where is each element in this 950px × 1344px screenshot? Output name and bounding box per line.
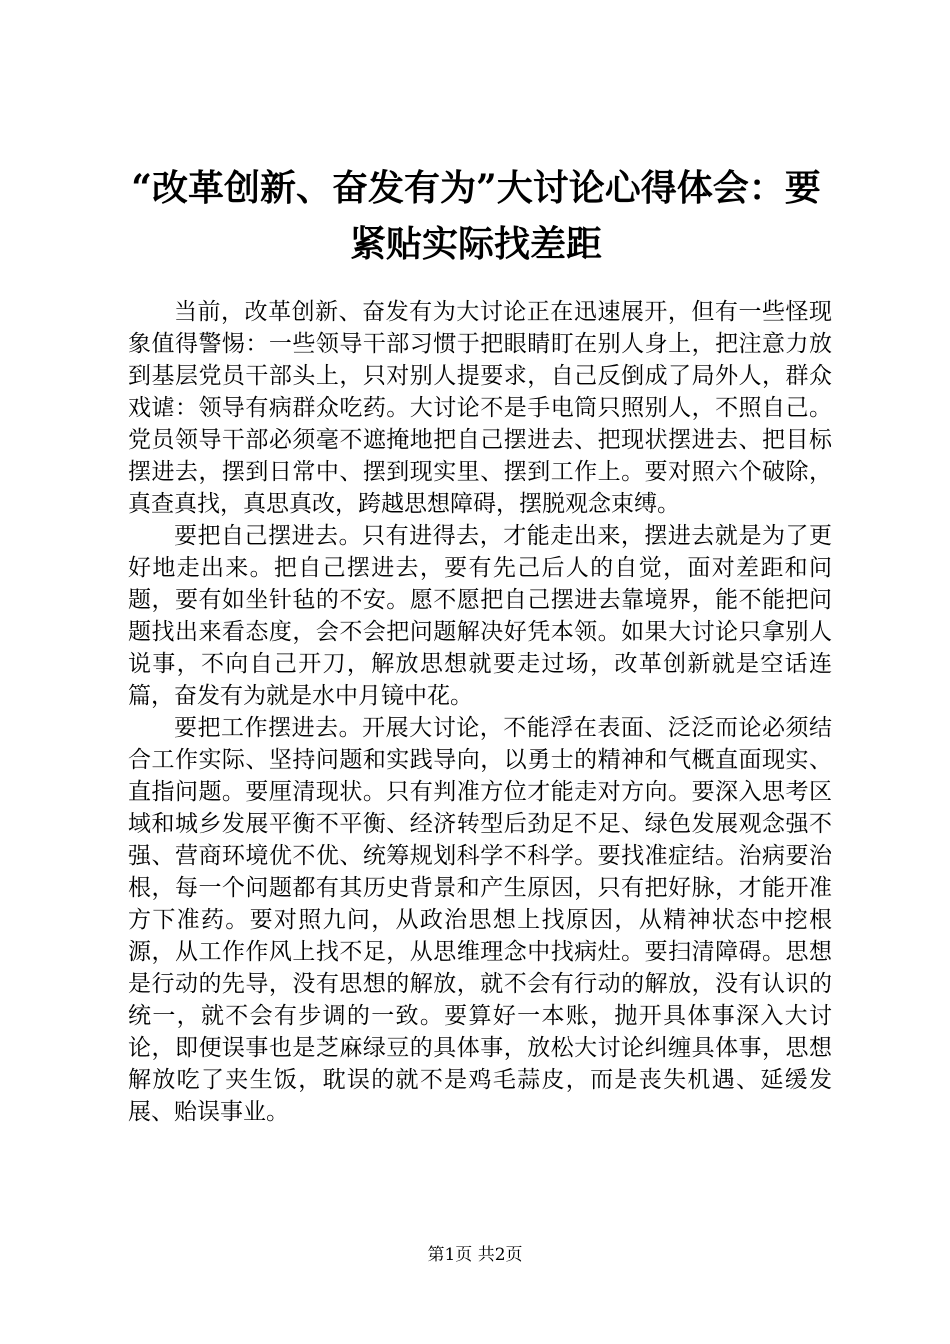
paragraph-2: 要把自己摆进去。只有进得去，才能走出来，摆进去就是为了更好地走出来。把自己摆进去，要有先己后人的自觉，面对差距和问题，要有如坐针毡的不安。愿不愿把自己摆进去靠境界，能不能把问题找出来看态度，会不会把问题解决好凭本领。如果大讨论只拿别人说事，不向自己开刀，解放思想就要走过场，改革创新就是空话连篇，奋发有为就是水中月镜中花。: [128, 523, 832, 709]
document-title: “改革创新、奋发有为”大讨论心得体会：要紧贴实际找差距: [131, 167, 821, 265]
page-number-footer: 第1页 共2页: [427, 1245, 523, 1265]
paragraph-3: 要把工作摆进去。开展大讨论，不能浮在表面、泛泛而论必须结合工作实际、坚持问题和实践导向，以勇士的精神和气概直面现实、直指问题。要厘清现状。只有判准方位才能走对方向。要深入思考区域和城乡发展平衡不平衡、经济转型后劲足不足、绿色发展观念强不强、营商环境优不优、统筹规划科学不科学。要找准症结。治病要治根，每一个问题都有其历史背景和产生原因，只有把好脉，才能开准方下准药。要对照九问，从政治思想上找原因，从精神状态中挖根源，从工作作风上找不足，从思维理念中找病灶。要扫清障碍。思想是行动的先导，没有思想的解放，就不会有行动的解放，没有认识的统一，就不会有步调的一致。要算好一本账，抛开具体事深入大讨论，即便误事也是芝麻绿豆的具体事，放松大讨论纠缠具体事，思想解放吃了夹生饭，耽误的就不是鸡毛蒜皮，而是丧失机遇、延缓发展、贻误事业。: [128, 715, 832, 1125]
document-body: [128, 296, 832, 1128]
paragraph-1: 当前，改革创新、奋发有为大讨论正在迅速展开，但有一些怪现象值得警惕：一些领导干部习惯于把眼睛盯在别人身上，把注意力放到基层党员干部头上，只对别人提要求，自己反倒成了局外人，群众戏谑：领导有病群众吃药。大讨论不是手电筒只照别人，不照自己。党员领导干部必须毫不遮掩地把自己摆进去、把现状摆进去、把目标摆进去，摆到日常中、摆到现实里、摆到工作上。要对照六个破除，真查真找，真思真改，跨越思想障碍，摆脱观念束缚。: [128, 299, 832, 517]
